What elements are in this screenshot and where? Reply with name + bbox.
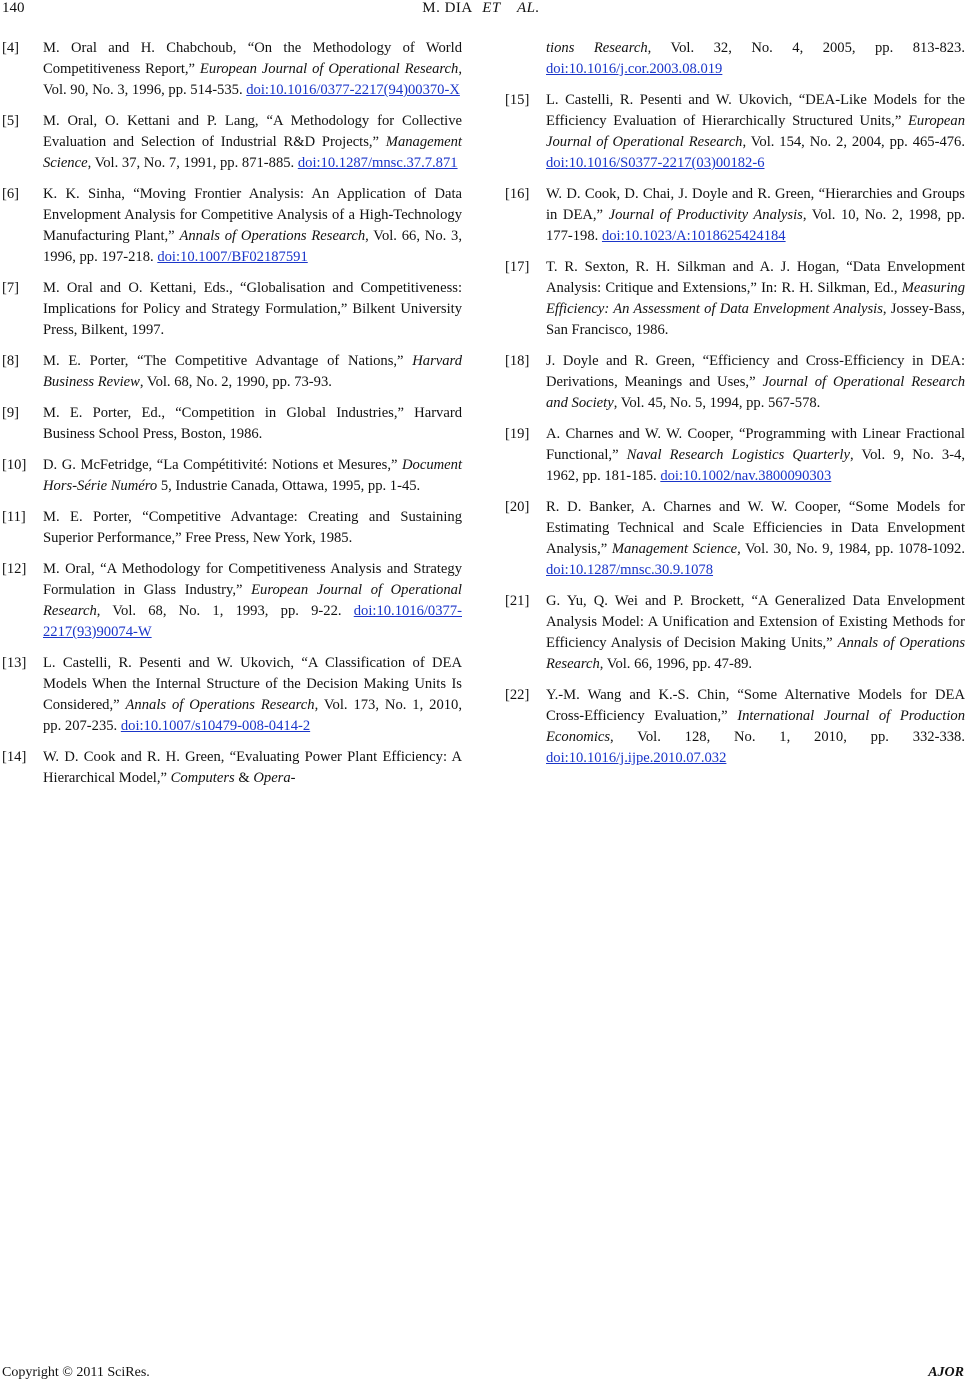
reference-item bbox=[505, 351, 965, 414]
reference-item bbox=[2, 111, 462, 174]
reference-number: [22] bbox=[505, 687, 530, 703]
reference-authors-title: M. E. Porter, Ed., “Competition in Global Industries,” Harvard Business School Press, Boston, 1986. bbox=[43, 405, 462, 442]
reference-source: Naval Research Logistics Quarterly bbox=[626, 447, 850, 463]
reference-text bbox=[43, 351, 462, 393]
reference-text bbox=[546, 424, 965, 487]
reference-details: , Vol. 30, No. 9, 1984, pp. 1078-1092. bbox=[737, 541, 965, 557]
reference-number: [13] bbox=[2, 655, 27, 671]
reference-authors-title: D. G. McFetridge, “La Compétitivité: Notions et Mesures,” bbox=[43, 457, 403, 473]
reference-text bbox=[43, 455, 462, 497]
reference-authors-title: Y.-M. Wang and K.-S. Chin, “Some Alternative Models for DEA Cross-Efficiency Evaluation,” bbox=[546, 687, 965, 724]
doi-link[interactable]: doi:10.1016/j.cor.2003.08.019 bbox=[546, 61, 723, 77]
reference-details: , Vol. 37, No. 7, 1991, pp. 871-885. bbox=[87, 155, 298, 171]
doi-link[interactable]: doi:10.1016/0377-2217(93)90074-W bbox=[43, 603, 462, 640]
reference-details: & bbox=[234, 770, 254, 786]
reference-item bbox=[2, 278, 462, 341]
reference-details: , Vol. 32, No. 4, 2005, pp. 813-823. bbox=[647, 40, 966, 56]
reference-source: International Journal of Production Economics bbox=[546, 708, 965, 745]
reference-item bbox=[505, 257, 965, 341]
reference-source: European Journal of Operational Research bbox=[199, 61, 459, 77]
reference-source: Annals of Operations Research bbox=[125, 697, 315, 713]
reference-source: Journal of Operational Research and Society bbox=[546, 374, 965, 411]
reference-number: [19] bbox=[505, 426, 530, 442]
reference-details: , Vol. 45, No. 5, 1994, pp. 567-578. bbox=[613, 395, 821, 411]
reference-details: , Vol. 68, No. 2, 1990, pp. 73-93. bbox=[139, 374, 332, 390]
reference-details: 5, Industrie Canada, Ottawa, 1995, pp. 1-45. bbox=[157, 478, 421, 494]
reference-authors-title: L. Castelli, R. Pesenti and W. Ukovich, “DEA-Like Models for the Efficiency Evaluation of Hierarchically Structured Units,” bbox=[546, 92, 965, 129]
reference-details: , Vol. 10, No. 2, 1998, pp. 177-198. bbox=[546, 207, 965, 244]
reference-number: [21] bbox=[505, 593, 530, 609]
reference-authors-title: W. D. Cook and R. H. Green, “Evaluating Power Plant Efficiency: A Hierarchical Model,” bbox=[43, 749, 462, 786]
reference-source: Annals of Operations Research bbox=[546, 635, 965, 672]
reference-details: , Jossey-Bass, San Francisco, 1986. bbox=[546, 301, 965, 338]
running-head-et: ET bbox=[482, 0, 501, 16]
reference-text bbox=[43, 403, 462, 445]
reference-text bbox=[43, 653, 462, 737]
doi-link[interactable]: doi:10.1016/0377-2217(94)00370-X bbox=[246, 82, 460, 98]
doi-link[interactable]: doi:10.1016/j.ijpe.2010.07.032 bbox=[546, 750, 727, 766]
reference-number: [11] bbox=[2, 509, 26, 525]
reference-source: Harvard Business Review bbox=[43, 353, 462, 390]
reference-source: European Journal of Operational Research bbox=[43, 582, 462, 619]
doi-link[interactable]: doi:10.1016/S0377-2217(03)00182-6 bbox=[546, 155, 765, 171]
reference-item bbox=[2, 184, 462, 268]
reference-number: [14] bbox=[2, 749, 27, 765]
reference-item bbox=[2, 403, 462, 445]
reference-text bbox=[546, 184, 965, 247]
reference-source: Management Science bbox=[611, 541, 738, 557]
running-head-al: AL. bbox=[516, 0, 540, 16]
reference-item bbox=[505, 591, 965, 675]
reference-number: [7] bbox=[2, 280, 20, 296]
reference-authors-title: R. D. Banker, A. Charnes and W. W. Cooper, “Some Models for Estimating Technical and Scale Efficiencies in Data Envelopment Analysis,” bbox=[546, 499, 965, 557]
reference-item bbox=[2, 38, 462, 101]
reference-item bbox=[2, 507, 462, 549]
page-number: 140 bbox=[2, 0, 25, 16]
reference-details: , Vol. 128, No. 1, 2010, pp. 332-338. bbox=[610, 729, 965, 745]
reference-authors-title: M. Oral and H. Chabchoub, “On the Methodology of World Competitiveness Report,” bbox=[43, 40, 462, 77]
reference-item bbox=[505, 497, 965, 581]
reference-item bbox=[2, 747, 462, 789]
reference-text bbox=[546, 591, 965, 675]
reference-number: [17] bbox=[505, 259, 530, 275]
reference-number: [5] bbox=[2, 113, 20, 129]
reference-source: Document Hors-Série Numéro bbox=[43, 457, 462, 494]
reference-details: , Vol. 66, No. 3, 1996, pp. 197-218. bbox=[43, 228, 462, 265]
reference-item bbox=[505, 90, 965, 174]
reference-authors-title: M. E. Porter, “The Competitive Advantage of Nations,” bbox=[43, 353, 413, 369]
reference-authors-title: M. Oral, “A Methodology for Competitiveness Analysis and Strategy Formulation in Glass Industry,” bbox=[43, 561, 462, 598]
reference-item bbox=[2, 653, 462, 737]
reference-authors-title: G. Yu, Q. Wei and P. Brockett, “A Generalized Data Envelopment Analysis Model: A Unification and Extension of Existing Methods for Efficiency Analysis of Decision Making Units,” bbox=[546, 593, 965, 651]
doi-link[interactable]: doi:10.1287/mnsc.30.9.1078 bbox=[546, 562, 714, 578]
reference-number: [15] bbox=[505, 92, 530, 108]
doi-link[interactable]: doi:10.1007/BF02187591 bbox=[157, 249, 308, 265]
reference-number: [8] bbox=[2, 353, 20, 369]
reference-details: , Vol. 9, No. 3-4, 1962, pp. 181-185. bbox=[546, 447, 966, 484]
reference-number: [9] bbox=[2, 405, 20, 421]
reference-number: [6] bbox=[2, 186, 20, 202]
running-head-author: M. DIA bbox=[422, 0, 472, 16]
reference-number: [16] bbox=[505, 186, 530, 202]
doi-link[interactable]: doi:10.1007/s10479-008-0414-2 bbox=[120, 718, 311, 734]
reference-text bbox=[546, 497, 965, 581]
reference-authors-title: K. K. Sinha, “Moving Frontier Analysis: An Application of Data Envelopment Analysis for Competitive Analysis of a High-Technology Manufacturing Plant,” bbox=[43, 186, 462, 244]
reference-column-left bbox=[2, 38, 462, 799]
reference-authors-title: J. Doyle and R. Green, “Efficiency and Cross-Efficiency in DEA: Derivations, Meanings and Uses,” bbox=[546, 353, 965, 390]
reference-text bbox=[43, 559, 462, 643]
reference-item bbox=[505, 184, 965, 247]
reference-item bbox=[505, 38, 965, 80]
reference-details: , Vol. 90, No. 3, 1996, pp. 514-535. bbox=[43, 61, 462, 98]
doi-link[interactable]: doi:10.1287/mnsc.37.7.871 bbox=[297, 155, 458, 171]
reference-text bbox=[546, 351, 965, 414]
reference-item bbox=[2, 351, 462, 393]
reference-number: [4] bbox=[2, 40, 20, 56]
reference-authors-title: T. R. Sexton, R. H. Silkman and A. J. Hogan, “Data Envelopment Analysis: Critique and Extensions,” In: R. H. Silkman, Ed., bbox=[546, 259, 965, 296]
reference-text bbox=[546, 685, 965, 769]
reference-text bbox=[546, 257, 965, 341]
doi-link[interactable]: doi:10.1002/nav.3800090303 bbox=[660, 468, 832, 484]
reference-source: Management Science bbox=[43, 134, 462, 171]
reference-authors-title: M. Oral, O. Kettani and P. Lang, “A Methodology for Collective Evaluation and Selection of Industrial R&D Projects,” bbox=[43, 113, 462, 150]
footer-copyright: Copyright © 2011 SciRes. bbox=[2, 1365, 150, 1380]
reference-text bbox=[43, 111, 462, 174]
reference-authors-title: M. Oral and O. Kettani, Eds., “Globalisation and Competitiveness: Implications for Policy and Strategy Formulation,” Bilkent University Press, Bilkent, 1997. bbox=[43, 280, 462, 338]
reference-item bbox=[2, 455, 462, 497]
reference-text bbox=[43, 278, 462, 341]
reference-text bbox=[43, 507, 462, 549]
reference-text bbox=[546, 90, 965, 174]
reference-number: [20] bbox=[505, 499, 530, 515]
reference-source: Annals of Operations Research bbox=[179, 228, 366, 244]
reference-authors-title: W. D. Cook, D. Chai, J. Doyle and R. Green, “Hierarchies and Groups in DEA,” bbox=[546, 186, 965, 223]
running-head bbox=[0, 0, 968, 17]
reference-item bbox=[2, 559, 462, 643]
reference-authors-title: M. E. Porter, “Competitive Advantage: Creating and Sustaining Superior Performance,” Free Press, New York, 1985. bbox=[43, 509, 462, 546]
reference-source: Computers bbox=[170, 770, 235, 786]
reference-column-right bbox=[505, 38, 965, 779]
reference-source: Journal of Productivity Analysis bbox=[608, 207, 803, 223]
doi-link[interactable]: doi:10.1023/A:1018625424184 bbox=[601, 228, 786, 244]
reference-number: [10] bbox=[2, 457, 27, 473]
reference-text bbox=[43, 184, 462, 268]
reference-text bbox=[546, 38, 965, 80]
reference-item bbox=[505, 685, 965, 769]
reference-source: European Journal of Operational Research bbox=[546, 113, 965, 150]
reference-details: , Vol. 154, No. 2, 2004, pp. 465-476. bbox=[742, 134, 965, 150]
reference-item bbox=[505, 424, 965, 487]
reference-source: Measuring Efficiency: An Assessment of Data Envelopment Analysis bbox=[546, 280, 965, 317]
reference-details: , Vol. 68, No. 1, 1993, pp. 9-22. bbox=[96, 603, 354, 619]
reference-details: , Vol. 66, 1996, pp. 47-89. bbox=[599, 656, 753, 672]
reference-details: , Vol. 173, No. 1, 2010, pp. 207-235. bbox=[43, 697, 462, 734]
reference-source-cont: Opera- bbox=[253, 770, 296, 786]
reference-text bbox=[43, 747, 462, 789]
footer-journal: AJOR bbox=[928, 1365, 964, 1380]
reference-number: [12] bbox=[2, 561, 27, 577]
reference-source: tions Research bbox=[546, 40, 648, 56]
reference-authors-title: L. Castelli, R. Pesenti and W. Ukovich, “A Classification of DEA Models When the Internal Structure of the Decision Making Units Is Considered,” bbox=[43, 655, 462, 713]
reference-text bbox=[43, 38, 462, 101]
reference-authors-title: A. Charnes and W. W. Cooper, “Programming with Linear Fractional Functional,” bbox=[546, 426, 965, 463]
reference-number: [18] bbox=[505, 353, 530, 369]
